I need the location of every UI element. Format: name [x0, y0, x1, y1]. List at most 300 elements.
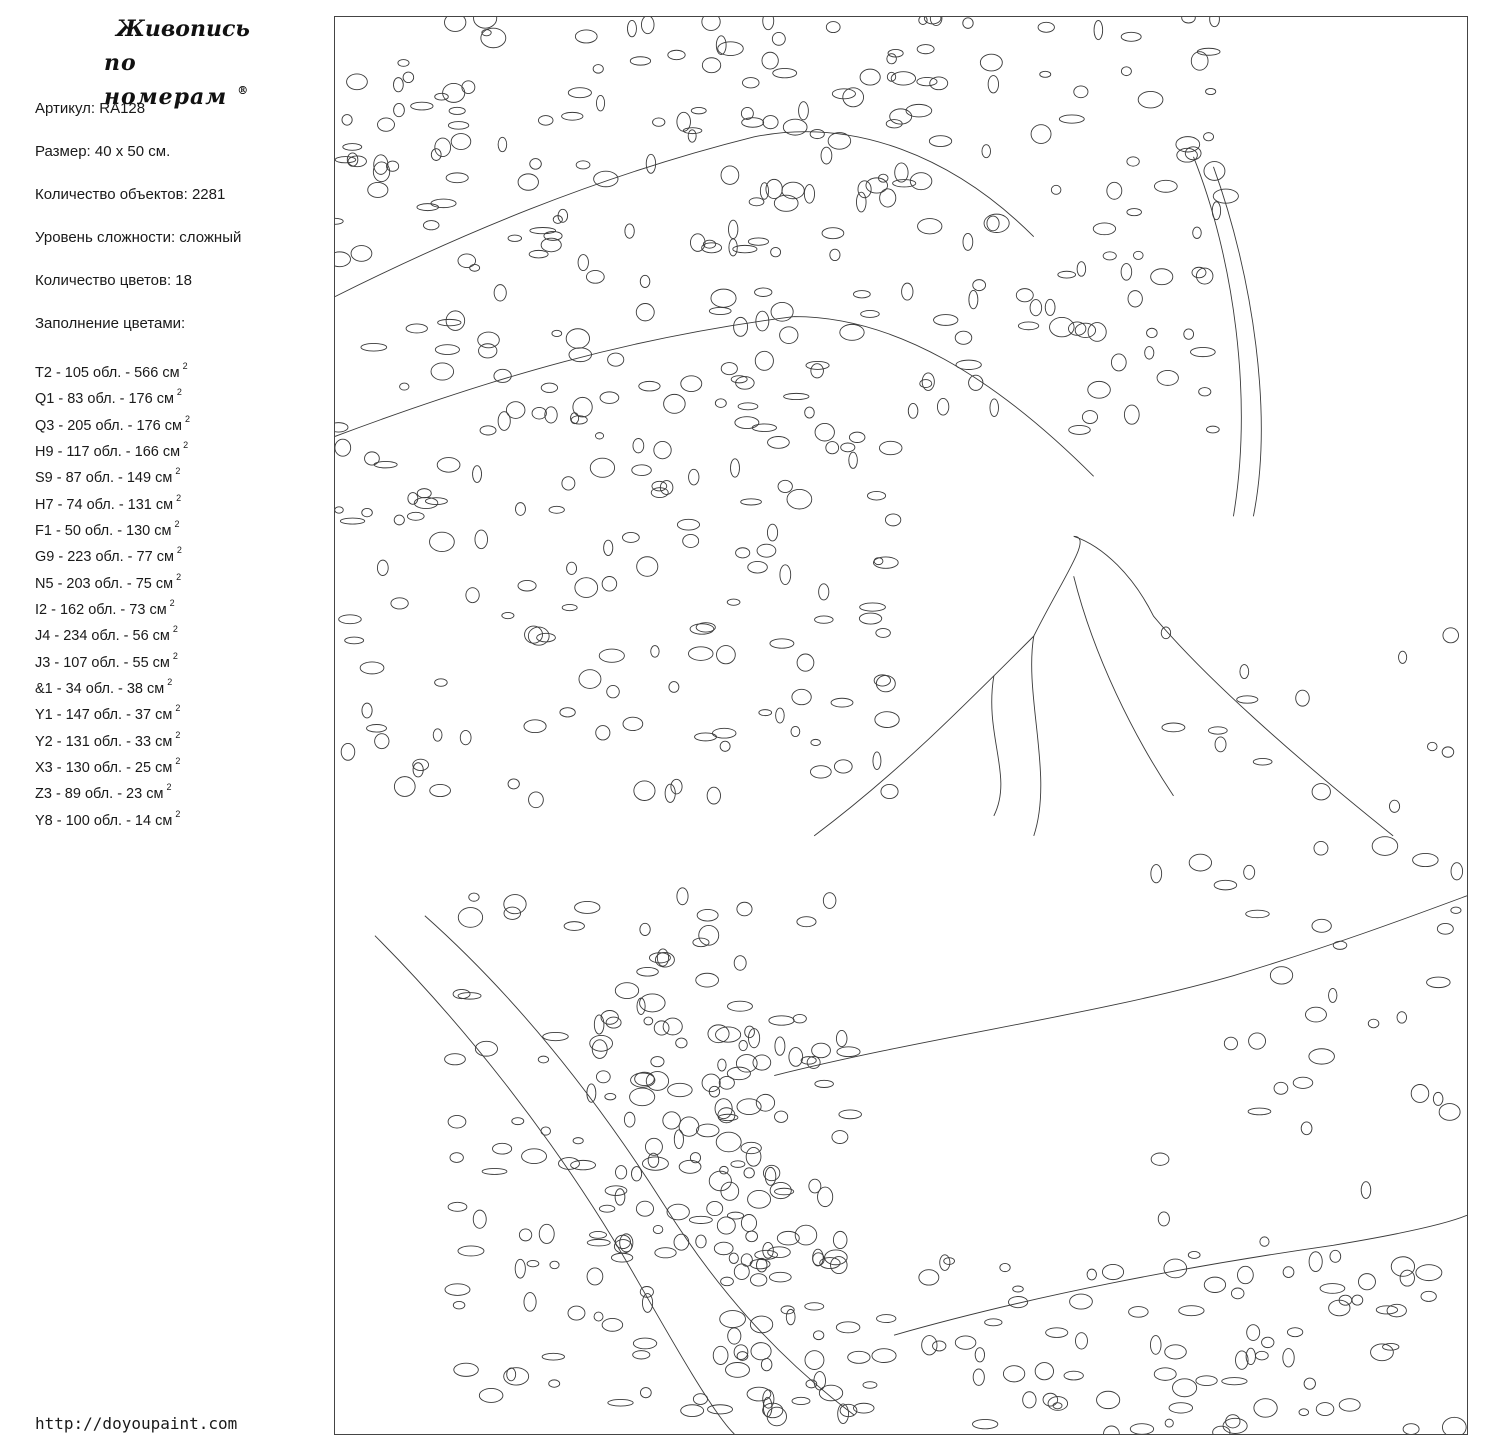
leaf-region [1358, 1274, 1375, 1290]
leaf-region [529, 250, 548, 258]
leaf-region [340, 518, 364, 524]
leaf-region [475, 530, 488, 549]
color-fill-text: Y8 - 100 обл. - 14 см [35, 812, 173, 829]
leaf-region [1045, 299, 1055, 315]
color-fill-row [35, 595, 190, 621]
leaf-region [1223, 1418, 1247, 1433]
leaf-region [1173, 1379, 1197, 1397]
leaf-region [771, 247, 781, 256]
leaf-region [335, 439, 351, 456]
leaf-region [1329, 988, 1337, 1002]
area-unit-exponent: 2 [175, 703, 181, 714]
leaf-region [1129, 1307, 1149, 1318]
leaf-region [786, 1309, 795, 1324]
leaf-region [956, 360, 981, 369]
leaf-region [543, 1032, 569, 1040]
registered-mark: ® [237, 84, 250, 97]
color-fill-text: Z3 - 89 обл. - 23 см [35, 786, 164, 803]
leaf-region [741, 1254, 752, 1266]
leaf-region [1305, 1007, 1326, 1022]
leaf-region [797, 917, 816, 927]
leaf-region [1352, 1295, 1363, 1305]
leaf-region [748, 238, 768, 245]
leaf-region [1151, 865, 1162, 883]
leaf-region [529, 792, 544, 808]
leaf-region [587, 1268, 603, 1285]
leaf-region [1439, 1104, 1460, 1121]
leaf-region [731, 459, 740, 477]
leaf-region [435, 345, 459, 355]
leaf-region [720, 1311, 746, 1328]
leaf-region [813, 1331, 823, 1340]
leaf-region [1368, 1019, 1379, 1028]
color-fill-text: T2 - 105 обл. - 566 см [35, 364, 180, 381]
leaf-region [741, 499, 762, 505]
color-fill-row [35, 516, 190, 542]
leaf-region [762, 52, 778, 69]
leaf-region [906, 104, 932, 117]
leaf-region [431, 199, 456, 208]
area-unit-exponent: 2 [182, 361, 188, 371]
leaf-region [345, 637, 364, 644]
leaf-region [474, 17, 497, 28]
leaf-region [861, 310, 880, 317]
area-unit-exponent: 2 [174, 518, 180, 529]
leaf-region [763, 1390, 774, 1408]
leaf-region [721, 1277, 734, 1286]
leaf-region [819, 584, 829, 600]
leaf-region [727, 1212, 743, 1219]
leaf-region [728, 1328, 741, 1344]
leaf-region [1196, 1376, 1217, 1386]
leaf-region [481, 28, 506, 48]
leaf-region [466, 588, 479, 603]
leaf-region [772, 32, 785, 45]
leaf-region [1397, 1012, 1407, 1023]
leaf-region [630, 57, 650, 65]
leaf-region [443, 83, 465, 102]
color-fill-list [35, 358, 190, 832]
leaf-region [748, 561, 768, 573]
color-fill-text: Q1 - 83 обл. - 176 см [35, 391, 174, 408]
leaf-region [343, 144, 362, 151]
leaf-region [453, 1301, 465, 1309]
leaf-region [973, 1369, 984, 1385]
leaf-region [1082, 411, 1097, 424]
leaf-region [651, 646, 659, 658]
leaf-region [368, 182, 388, 197]
leaf-region [917, 45, 934, 54]
leaf-region [445, 1054, 466, 1065]
leaf-region [823, 893, 836, 909]
leaf-region [1433, 1092, 1443, 1105]
leaf-region [437, 458, 460, 473]
leaf-region [815, 616, 834, 623]
area-unit-exponent: 2 [183, 439, 189, 450]
leaf-region [339, 615, 362, 624]
leaf-region [575, 578, 598, 598]
leaf-region [1133, 251, 1143, 259]
leaf-region [813, 1249, 824, 1266]
leaf-region [1192, 267, 1206, 278]
leaf-region [342, 115, 352, 126]
leaf-region [571, 416, 587, 424]
leaf-region [712, 728, 736, 738]
leaf-region [934, 315, 958, 326]
leaf-region [599, 649, 624, 662]
leaf-region [805, 407, 815, 418]
leaf-region [512, 1118, 524, 1125]
leaf-region [615, 983, 638, 999]
leaf-region [718, 1059, 726, 1071]
trunk-lower-2 [425, 916, 854, 1415]
leaf-region [335, 507, 343, 513]
leaf-region [413, 759, 429, 770]
leaf-region [689, 1216, 712, 1223]
leaf-region [744, 1168, 754, 1178]
leaf-region [453, 989, 470, 998]
leaf-region [677, 888, 688, 905]
leaf-region [634, 781, 655, 801]
leaf-region [1427, 742, 1437, 750]
leaf-region [811, 364, 824, 378]
leaf-region [398, 60, 409, 67]
leaf-region [693, 1394, 707, 1405]
leaf-region [1016, 289, 1033, 302]
leaf-region [715, 399, 726, 408]
leaf-region [596, 95, 604, 111]
leaf-region [929, 136, 951, 147]
color-fill-row [35, 411, 190, 437]
leaf-region [393, 78, 403, 92]
leaf-region [446, 311, 465, 331]
area-unit-exponent: 2 [175, 808, 181, 819]
leaf-region [853, 291, 870, 298]
leaf-region [1038, 22, 1054, 32]
leaf-region [470, 264, 480, 271]
area-unit-exponent: 2 [176, 492, 182, 503]
color-fill-row [35, 437, 190, 463]
leaf-region [594, 171, 618, 187]
leaf-region [1255, 1351, 1268, 1360]
color-fill-text: I2 - 162 обл. - 73 см [35, 601, 167, 618]
leaf-region [1070, 1294, 1093, 1309]
area-unit-exponent: 2 [172, 650, 178, 661]
leaf-region [1314, 841, 1328, 855]
info-panel [0, 0, 320, 1453]
leaf-region [1164, 1259, 1187, 1278]
leaf-region [982, 145, 991, 158]
leaf-region [475, 1041, 497, 1056]
leaf-region [717, 1217, 735, 1234]
leaf-region [702, 1074, 720, 1092]
leaf-region [1161, 627, 1170, 639]
leaf-region [1127, 157, 1139, 166]
leaf-region [562, 477, 575, 490]
leaf-region [351, 246, 372, 262]
leaf-region [1204, 1277, 1225, 1292]
leaf-region [1226, 1415, 1240, 1428]
leaf-region [688, 130, 696, 142]
leaf-region [734, 956, 746, 971]
leaf-region [1208, 727, 1227, 734]
leaf-region [1128, 291, 1142, 307]
leaf-region [502, 612, 514, 618]
leaf-region [480, 426, 496, 435]
leaf-region [1093, 223, 1115, 235]
leaf-region [645, 1138, 662, 1155]
leaf-region [462, 81, 475, 94]
leaf-region [655, 1248, 676, 1258]
leaf-region [806, 361, 829, 369]
leaf-region [908, 403, 918, 418]
leaf-region [830, 249, 840, 260]
leaf-region [438, 319, 461, 325]
leaf-region [1102, 1264, 1123, 1279]
leaf-region [1050, 317, 1075, 336]
leaf-region [1212, 202, 1220, 220]
color-fill-text: J3 - 107 обл. - 55 см [35, 654, 170, 671]
leaf-region [873, 557, 898, 568]
leaf-region [633, 439, 644, 453]
leaf-region [763, 17, 774, 30]
color-fill-row [35, 700, 190, 726]
leaf-region [644, 1017, 653, 1025]
leaf-region [819, 1385, 842, 1401]
leaf-region [518, 580, 536, 591]
leaf-region [1130, 1424, 1153, 1434]
leaf-region [756, 1258, 767, 1272]
leaf-region [1204, 133, 1214, 141]
leaf-region [1088, 323, 1106, 342]
leaf-region [1224, 1037, 1237, 1050]
leaf-region [879, 441, 902, 454]
leaf-region [1299, 1409, 1309, 1416]
leaf-region [527, 1260, 539, 1266]
leaf-region [605, 1093, 616, 1099]
leaf-region [494, 285, 506, 301]
leaf-region [836, 1030, 847, 1046]
leaf-region [761, 1358, 772, 1370]
trunk-lower [375, 936, 734, 1434]
leaf-region [599, 1205, 614, 1212]
leaf-region [1182, 17, 1196, 23]
leaf-region [1023, 1392, 1036, 1408]
leaf-region [717, 646, 736, 664]
leaf-region [792, 1397, 810, 1404]
leaf-region [1451, 907, 1461, 913]
leaf-region [674, 1234, 689, 1250]
leaf-region [822, 228, 844, 239]
article-number: Артикул: RA128 [35, 100, 146, 117]
leaf-region [799, 102, 809, 120]
leaf-region [608, 1399, 633, 1406]
area-unit-exponent: 2 [175, 466, 181, 477]
leaf-region [709, 1171, 731, 1191]
leaf-region [729, 239, 737, 256]
leaf-region [1240, 665, 1249, 679]
leaf-region [679, 1117, 699, 1136]
leaf-region [773, 68, 797, 77]
leaf-region [538, 1056, 548, 1063]
leaf-region [1304, 1378, 1315, 1389]
leaf-region [1296, 690, 1310, 706]
leaf-region [875, 712, 899, 728]
leaf-region [635, 1072, 655, 1085]
leaf-region [1206, 426, 1219, 433]
leaf-region [586, 270, 604, 283]
leaf-region [690, 624, 714, 634]
leaf-region [677, 519, 699, 530]
leaf-region [736, 1055, 757, 1073]
leaf-region [742, 78, 759, 88]
leaf-region [508, 235, 522, 241]
leaf-region [414, 497, 438, 508]
leaf-region [637, 998, 645, 1014]
leaf-region [787, 489, 812, 509]
leaf-region [1403, 1424, 1419, 1434]
leaf-region [714, 1242, 733, 1255]
leaf-region [1248, 1108, 1271, 1115]
leaf-region [1157, 370, 1178, 385]
leaf-region [731, 1161, 745, 1168]
leaf-region [746, 1147, 761, 1166]
difficulty-level: Уровень сложности: сложный [35, 229, 242, 246]
leaf-region [1309, 1049, 1335, 1064]
leaf-region [1247, 1325, 1260, 1341]
leaf-region [507, 1368, 516, 1381]
leaf-region [804, 185, 814, 204]
leaf-region [448, 1202, 467, 1211]
leaf-region [532, 407, 546, 419]
leaf-region [596, 726, 610, 740]
tree-trunk-right [1193, 157, 1261, 516]
leaf-region [1179, 1306, 1204, 1316]
leaf-region [721, 166, 739, 185]
leaf-region [1190, 347, 1215, 356]
leaf-region [832, 1131, 848, 1144]
leaf-region [837, 1047, 860, 1057]
leaf-region [849, 432, 865, 442]
leaf-region [980, 54, 1002, 71]
leaf-region [649, 953, 670, 963]
area-unit-exponent: 2 [172, 624, 178, 635]
leaf-region [567, 562, 577, 574]
leaf-region [1443, 628, 1459, 643]
color-fill-row [35, 753, 190, 779]
leaf-region [807, 1056, 820, 1068]
area-unit-exponent: 2 [175, 729, 181, 740]
leaf-region [768, 1247, 791, 1258]
leaf-region [1003, 1366, 1024, 1382]
leaf-region [833, 1231, 847, 1248]
leaf-region [425, 498, 447, 505]
color-fill-heading: Заполнение цветами: [35, 315, 186, 332]
leaf-region [975, 1348, 984, 1362]
leaf-region [1249, 1033, 1266, 1049]
color-fill-row [35, 779, 190, 805]
leaf-region [657, 949, 668, 966]
leaf-region [767, 524, 777, 541]
leaf-region [473, 1210, 486, 1228]
leaf-region [430, 784, 451, 796]
leaf-region [1399, 651, 1407, 663]
leaf-region [360, 662, 384, 674]
leaf-region [671, 779, 682, 794]
leaf-region [458, 254, 476, 268]
leaf-region [718, 42, 744, 56]
leaf-region [920, 380, 932, 388]
leaf-region [1088, 381, 1111, 398]
leaf-region [633, 1351, 650, 1359]
leaf-region [1213, 189, 1238, 203]
leaf-region [1427, 977, 1451, 988]
leaf-region [1121, 67, 1131, 76]
leaf-region [450, 1153, 463, 1163]
leaf-region [987, 216, 999, 231]
leaf-region [695, 733, 717, 741]
leaf-region [562, 112, 583, 120]
leaf-region [607, 685, 620, 697]
leaf-region [576, 161, 590, 169]
leaf-region [641, 17, 654, 34]
leaf-region [449, 107, 465, 114]
leaf-region [1058, 271, 1076, 278]
leaf-region [595, 433, 603, 439]
leaf-region [780, 327, 798, 344]
leaf-region [810, 129, 824, 138]
leaf-region [739, 1040, 747, 1050]
leaf-region [880, 189, 896, 207]
leaf-region [767, 1407, 786, 1426]
leaf-region [1389, 800, 1399, 812]
leaf-region [918, 219, 942, 234]
leaf-region [848, 1351, 870, 1363]
kit-details [35, 98, 241, 356]
leaf-region [1043, 1393, 1058, 1406]
leaf-region [1177, 148, 1198, 162]
leaf-region [1059, 115, 1084, 123]
leaf-region [636, 303, 654, 320]
leaf-region [566, 329, 589, 349]
leaf-region [831, 698, 853, 707]
website-link[interactable]: http://doyoupaint.com [35, 1414, 238, 1433]
lower-shore [894, 1215, 1467, 1335]
leaf-region [836, 1322, 860, 1333]
leaf-region [1413, 853, 1439, 866]
leaf-region [538, 116, 553, 126]
leaf-region [1147, 328, 1158, 337]
leaf-region [681, 376, 702, 392]
leaf-region [818, 1187, 833, 1207]
leaf-region [667, 1204, 689, 1220]
color-fill-row [35, 674, 190, 700]
leaf-region [1097, 1391, 1120, 1408]
leaf-region [1421, 1291, 1436, 1301]
leaf-region [541, 383, 557, 392]
leaf-region [1372, 837, 1398, 856]
leaf-region [1040, 71, 1051, 77]
leaf-region [1283, 1349, 1294, 1367]
leaf-region [721, 1182, 739, 1200]
leaf-region [812, 1043, 831, 1058]
area-unit-exponent: 2 [176, 571, 182, 582]
leaf-region [458, 1246, 484, 1256]
leaf-region [594, 1312, 603, 1321]
leaf-region [697, 909, 718, 921]
leaf-region [615, 1189, 625, 1205]
leaf-region [738, 403, 758, 410]
